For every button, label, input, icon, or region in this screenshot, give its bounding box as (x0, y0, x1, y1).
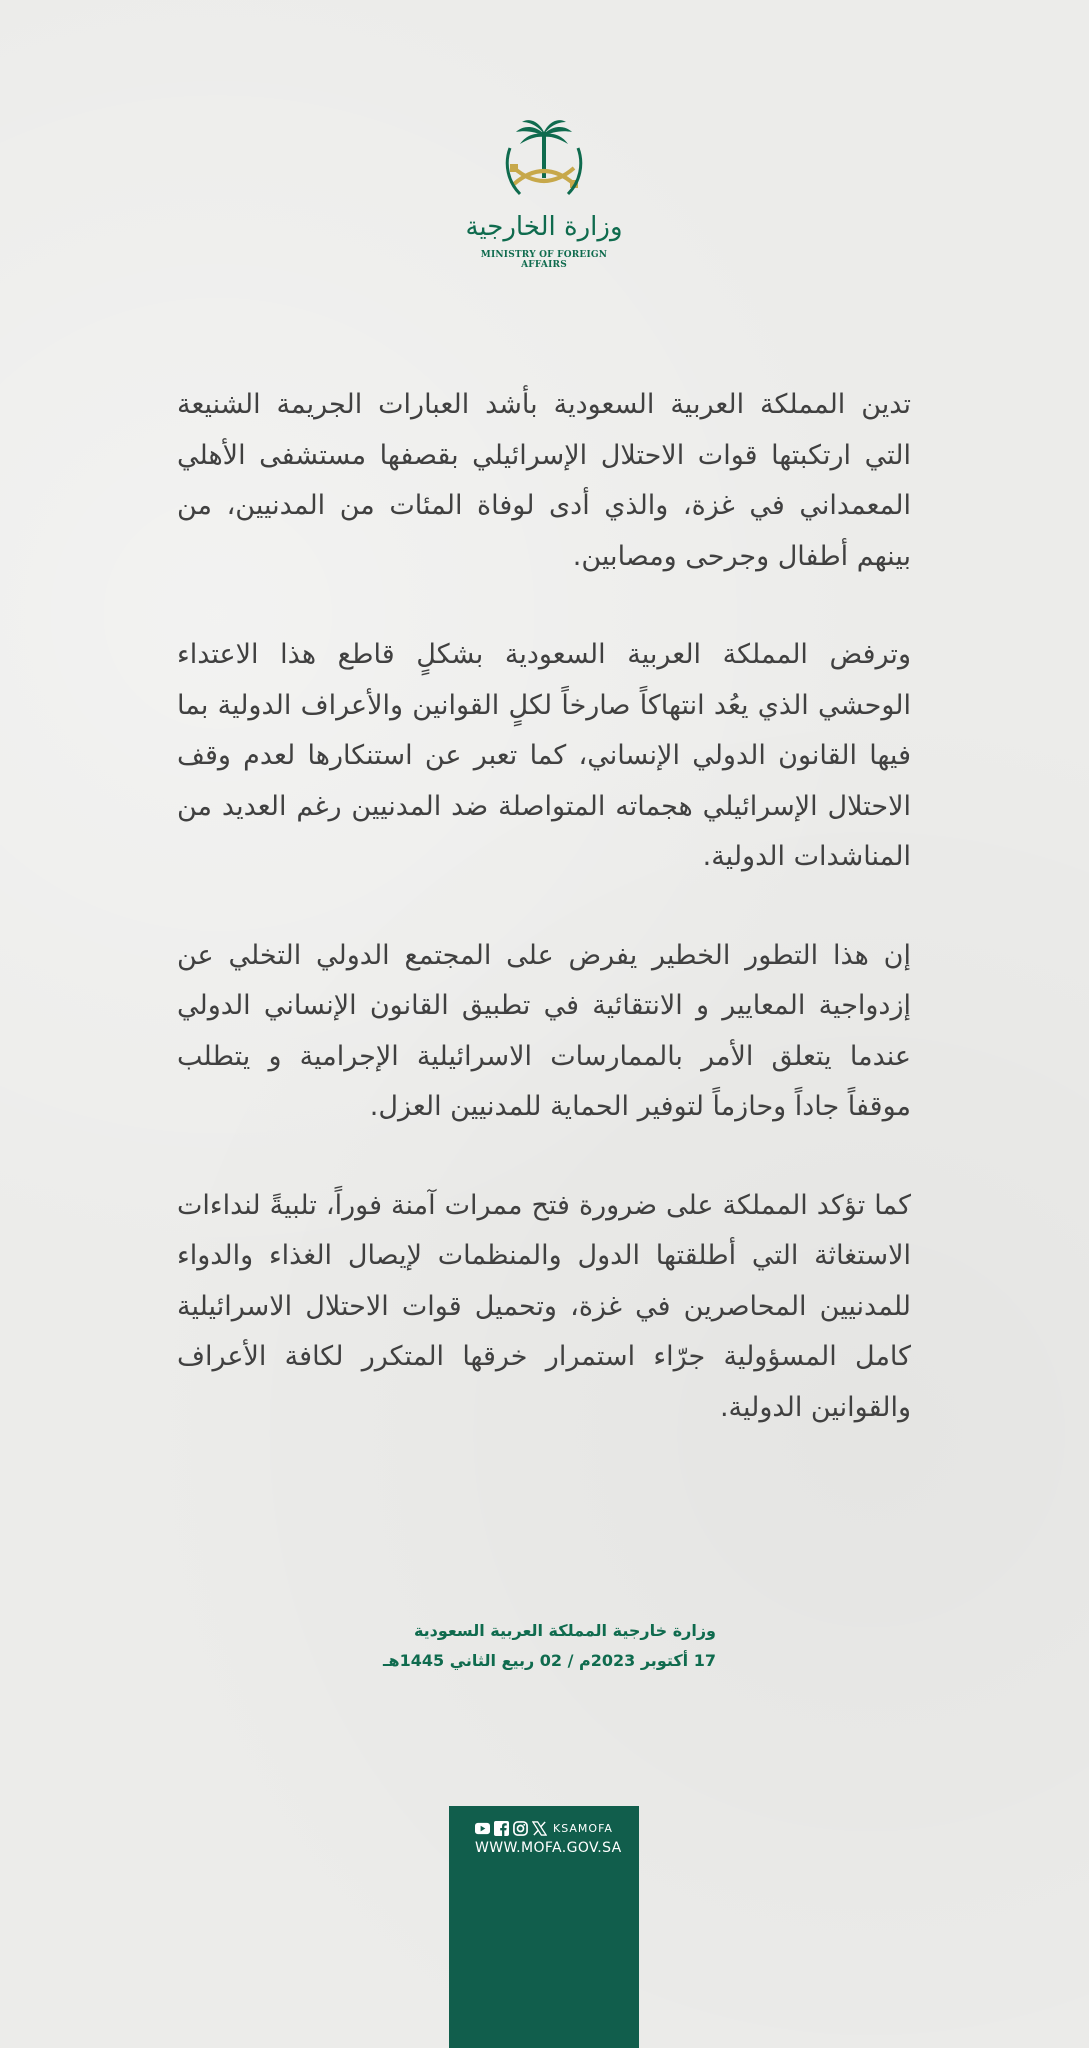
statement-paragraph: وترفض المملكة العربية السعودية بشكلٍ قاطع هذا الاعتداء الوحشي الذي يعُد انتهاكاً صارخاً لكلٍ القوانين والأعراف الدولية بما فيها القانون الدولي الإنساني، كما تعبر عن استنكارها لعدم وقف الاحتلال الإسرائيلي هجماته المتواصلة ضد المدنيين رغم العديد من المناشدات الدولية. (177, 639, 911, 872)
facebook-icon[interactable] (494, 1821, 509, 1836)
statement-paragraph: إن هذا التطور الخطير يفرض على المجتمع الدولي التخلي عن إزدواجية المعايير و الانتقائية في تطبيق القانون الإنساني الدولي عندما يتعلق الأمر بالممارسات الاسرائيلية الإجرامية و يتطلب موقفاً جاداً وحازماً لتوفير الحماية للمدنيين العزل. (177, 939, 911, 1122)
x-icon[interactable] (532, 1821, 547, 1836)
footer-banner (449, 1806, 639, 2048)
signature-block (300, 1616, 716, 1676)
statement-date: 17 أكتوبر 2023م / 02 ربيع الثاني 1445هـ (383, 1651, 716, 1670)
social-links (475, 1818, 613, 1838)
youtube-icon[interactable] (475, 1821, 490, 1836)
issuer-name: وزارة خارجية المملكة العربية السعودية (413, 1621, 716, 1640)
statement-body (177, 380, 911, 1481)
saudi-emblem-icon (504, 118, 584, 204)
ministry-name-arabic: وزارة الخارجية (465, 212, 623, 242)
statement-paragraph: تدين المملكة العربية السعودية بأشد العبارات الجريمة الشنيعة التي ارتكبتها قوات الاحتلال الإسرائيلي بقصفها مستشفى الأهلي المعمداني في غزة، والذي أدى لوفاة المئات من المدنيين، من بينهم أطفال وجرحى ومصابين. (177, 389, 911, 572)
ministry-logo (464, 118, 624, 270)
social-handle[interactable]: KSAMOFA (553, 1821, 613, 1835)
statement-paragraph: كما تؤكد المملكة على ضرورة فتح ممرات آمنة فوراً، تلبيةً لنداءات الاستغاثة التي أطلقتها الدول والمنظمات لإيصال الغذاء والدواء للمدنيين المحاصرين في غزة، وتحميل قوات الاحتلال الاسرائيلية كامل المسؤولية جرّاء استمرار خرقها المتكرر لكافة الأعراف والقوانين الدولية. (177, 1189, 911, 1423)
website-link[interactable]: WWW.MOFA.GOV.SA (475, 1840, 622, 1856)
ministry-name-english: MINISTRY OF FOREIGN AFFAIRS (480, 250, 608, 270)
instagram-icon[interactable] (513, 1821, 528, 1836)
